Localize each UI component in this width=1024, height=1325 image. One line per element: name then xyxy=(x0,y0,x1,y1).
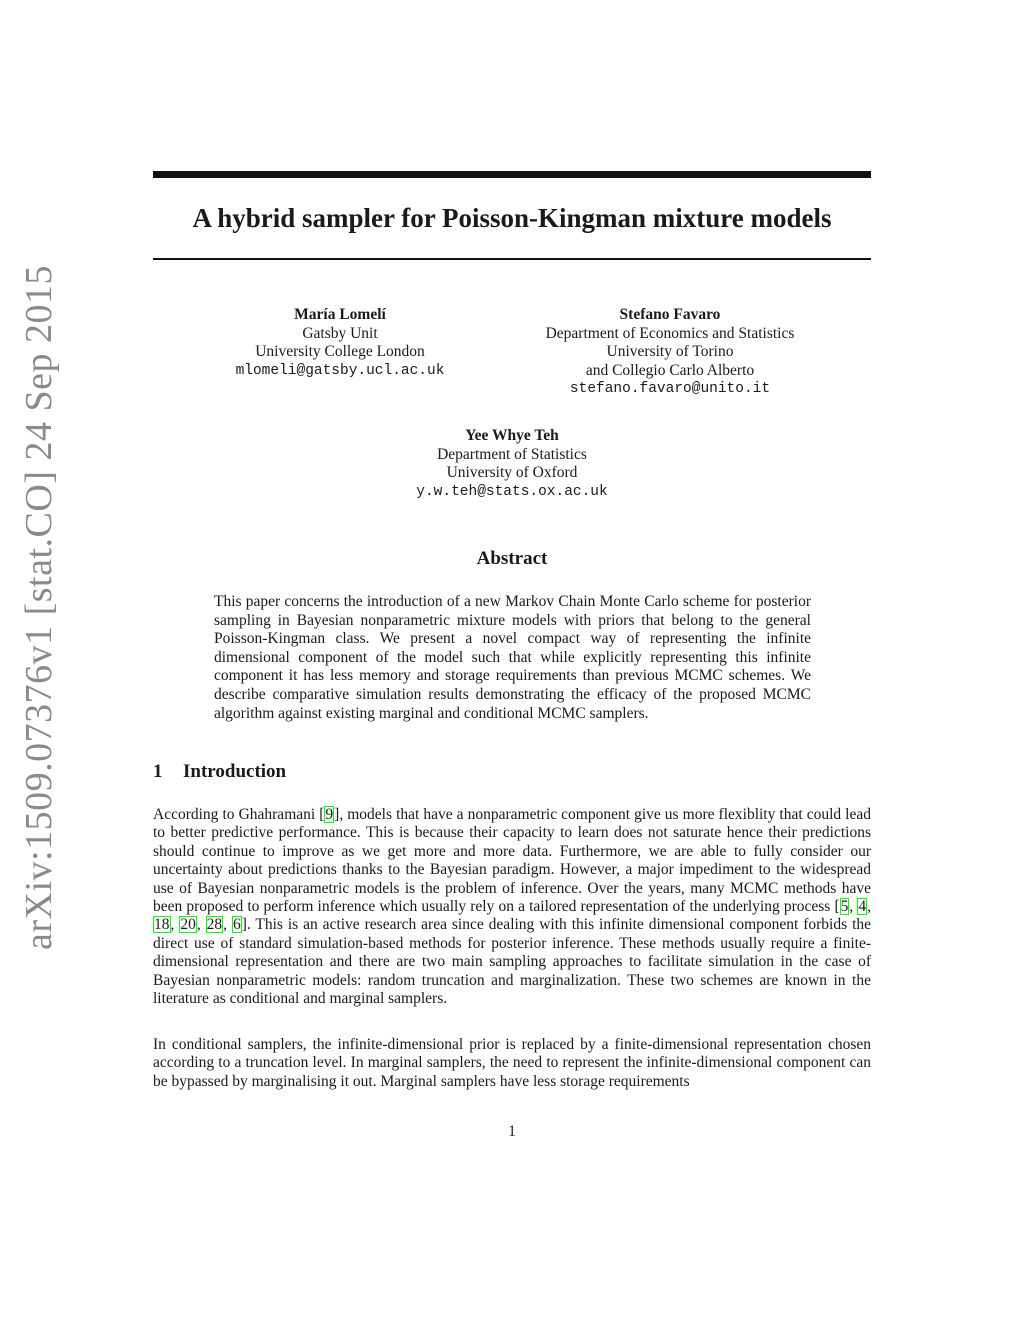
author-affiliation: University of Torino xyxy=(606,343,734,360)
author-block-teh xyxy=(362,427,662,501)
author-block-favaro xyxy=(500,306,840,399)
author-name: Stefano Favaro xyxy=(619,306,721,323)
author-name: María Lomelí xyxy=(294,306,386,323)
abstract-text: This paper concerns the introduction of a new Markov Chain Monte Carlo scheme for posterior sampling in Bayesian nonparametric mixture models with priors that belong to the general Poisson-Kingman class. We present a novel compact way of representing the infinite dimensional component of the model such that while explicitly representing this infinite component it has less memory and storage requirements than previous MCMC schemes. We describe comparative simulation results demonstrating the efficacy of the proposed MCMC algorithm against existing marginal and conditional MCMC samplers. xyxy=(214,593,811,722)
intro-paragraph-2: In conditional samplers, the infinite-dimensional prior is replaced by a finite-dimensional representation chosen according to a truncation level. In marginal samplers, the need to represent the infinite-dimensional component can be bypassed by marginalising it out. Marginal samplers have less storage requirements xyxy=(153,1036,871,1090)
section-heading-introduction xyxy=(153,758,871,786)
paragraph-text: ]. This is an active research area since dealing with this infinite dimensional component forbids the direct use of standard simulation-based methods for posterior inference. These methods usually require a finite-dimensional representation and there are two main sampling approaches to facilitate simulation in the case of Bayesian nonparametric models: random truncation and marginalization. These two schemes are known in the literature as conditional and marginal samplers. xyxy=(153,916,872,1008)
author-affiliation: University College London xyxy=(255,343,425,360)
title-bottom-rule xyxy=(153,258,871,260)
author-name: Yee Whye Teh xyxy=(465,427,559,444)
author-affiliation: and Collegio Carlo Alberto xyxy=(585,361,755,379)
citation-link[interactable]: 4 xyxy=(858,898,867,916)
author-affiliation: Gatsby Unit xyxy=(302,324,378,342)
citation-link[interactable]: 6 xyxy=(232,916,241,934)
section-number: 1 xyxy=(153,761,163,782)
author-email[interactable]: stefano.favaro@unito.it xyxy=(569,381,771,397)
citation-link[interactable]: 9 xyxy=(325,806,334,823)
author-email[interactable]: mlomeli@gatsby.ucl.ac.uk xyxy=(235,362,445,379)
citation-link[interactable]: 28 xyxy=(206,916,223,934)
title-top-rule xyxy=(153,171,871,178)
author-affiliation: Department of Statistics xyxy=(437,445,587,463)
citation-link[interactable]: 5 xyxy=(840,898,849,916)
page-number: 1 xyxy=(508,1123,516,1140)
citation-link[interactable]: 20 xyxy=(180,916,196,934)
abstract-heading: Abstract xyxy=(476,548,548,569)
author-email[interactable]: y.w.teh@stats.ox.ac.uk xyxy=(416,483,608,500)
intro-paragraph-1: According to Ghahramani [9], models that have a nonparametric component give us more flexiblity that could lead to better predictive performance. This is because their capacity to learn does not saturate hence their predictions should continue to improve as we get more and more data. Furthermore, we are able to fully consider our uncertainty about predictions thanks to the Bayesian paradigm. However, a major impediment to the widespread use of Bayesian nonparametric models is the problem of inference. Over the years, many MCMC methods have been proposed to perform inference which usually rely on a tailored representation of the underlying process [5, 4, 18, 20, 28, 6]. This is an active research area since dealing with this infinite dimensional component forbids the direct use of standard simulation-based methods for posterior inference. These methods usually require a finite-dimensional representation and there are two main sampling approaches to facilitate simulation in the case of Bayesian nonparametric models: random truncation and marginalization. These two schemes are known in the literature as conditional and marginal samplers. xyxy=(153,806,872,1008)
section-title: Introduction xyxy=(183,761,287,782)
paper-title: A hybrid sampler for Poisson-Kingman mixture models xyxy=(192,203,832,233)
author-block-lomeli xyxy=(190,306,490,380)
author-affiliation: Department of Economics and Statistics xyxy=(545,324,795,342)
paragraph-text: According to Ghahramani [ xyxy=(153,806,325,823)
arxiv-identifier: arXiv:1509.07376v1 [stat.CO] 24 Sep 2015 xyxy=(18,265,60,950)
paragraph-text: ], models that have a nonparametric component give us more flexiblity that could lead to better predictive performance. This is because their capacity to learn does not saturate hence their predictions should continue to improve as we get more and more data. Furthermore, we are able to fully consider our uncertainty about predictions thanks to the Bayesian paradigm. However, a major impediment to the widespread use of Bayesian nonparametric models is the problem of inference. Over the years, many MCMC methods have been proposed to perform inference which usually rely on a tailored representation of the underlying process [ xyxy=(153,806,871,916)
author-affiliation: University of Oxford xyxy=(446,464,578,481)
citation-link[interactable]: 18 xyxy=(154,916,170,934)
